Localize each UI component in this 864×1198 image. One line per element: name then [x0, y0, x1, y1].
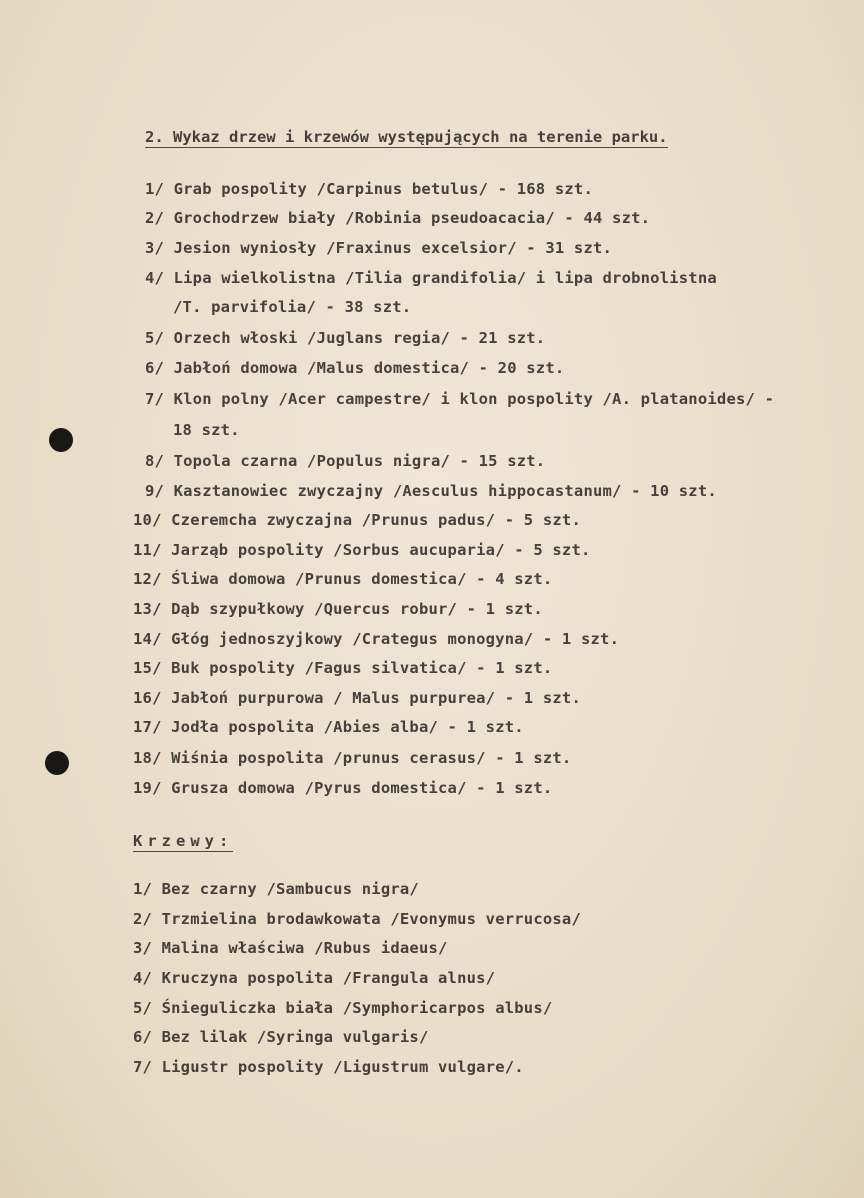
- punch-hole: [45, 751, 69, 775]
- tree-item: 15/ Buk pospolity /Fagus silvatica/ - 1 szt.: [133, 659, 553, 677]
- shrub-item: 1/ Bez czarny /Sambucus nigra/: [133, 880, 419, 898]
- tree-item-continuation: /T. parvifolia/ - 38 szt.: [173, 298, 412, 316]
- tree-item-continuation: 18 szt.: [173, 421, 240, 439]
- punch-hole: [49, 428, 73, 452]
- shrub-item: 6/ Bez lilak /Syringa vulgaris/: [133, 1028, 429, 1046]
- tree-item: 7/ Klon polny /Acer campestre/ i klon pospolity /A. platanoides/ -: [145, 390, 775, 408]
- tree-item: 5/ Orzech włoski /Juglans regia/ - 21 szt.: [145, 329, 546, 347]
- shrub-item: 4/ Kruczyna pospolita /Frangula alnus/: [133, 969, 496, 987]
- tree-item: 11/ Jarząb pospolity /Sorbus aucuparia/ - 5 szt.: [133, 541, 591, 559]
- tree-item: 2/ Grochodrzew biały /Robinia pseudoacacia/ - 44 szt.: [145, 209, 651, 227]
- tree-item: 13/ Dąb szypułkowy /Quercus robur/ - 1 szt.: [133, 600, 543, 618]
- tree-item: 19/ Grusza domowa /Pyrus domestica/ - 1 szt.: [133, 779, 553, 797]
- tree-item: 14/ Głóg jednoszyjkowy /Crategus monogyna/ - 1 szt.: [133, 630, 620, 648]
- shrub-item: 3/ Malina właściwa /Rubus idaeus/: [133, 939, 448, 957]
- tree-item: 10/ Czeremcha zwyczajna /Prunus padus/ - 5 szt.: [133, 511, 581, 529]
- tree-item: 8/ Topola czarna /Populus nigra/ - 15 szt.: [145, 452, 546, 470]
- tree-item: 3/ Jesion wyniosły /Fraxinus excelsior/ - 31 szt.: [145, 239, 613, 257]
- tree-item: 16/ Jabłoń purpurowa / Malus purpurea/ - 1 szt.: [133, 689, 581, 707]
- tree-item: 12/ Śliwa domowa /Prunus domestica/ - 4 szt.: [133, 570, 553, 588]
- tree-item: 9/ Kasztanowiec zwyczajny /Aesculus hippocastanum/ - 10 szt.: [145, 482, 717, 500]
- tree-item: 18/ Wiśnia pospolita /prunus cerasus/ - 1 szt.: [133, 749, 572, 767]
- shrub-item: 5/ Śnieguliczka biała /Symphoricarpos albus/: [133, 999, 553, 1017]
- shrubs-heading: Krzewy:: [133, 832, 234, 850]
- shrub-item: 7/ Ligustr pospolity /Ligustrum vulgare/.: [133, 1058, 524, 1076]
- tree-item: 1/ Grab pospolity /Carpinus betulus/ - 168 szt.: [145, 180, 593, 198]
- tree-item: 6/ Jabłoń domowa /Malus domestica/ - 20 szt.: [145, 359, 565, 377]
- tree-item: 17/ Jodła pospolita /Abies alba/ - 1 szt.: [133, 718, 524, 736]
- document-title: 2. Wykaz drzew i krzewów występujących na terenie parku.: [145, 128, 668, 146]
- shrub-item: 2/ Trzmielina brodawkowata /Evonymus verrucosa/: [133, 910, 581, 928]
- tree-item: 4/ Lipa wielkolistna /Tilia grandifolia/ i lipa drobnolistna: [145, 269, 717, 287]
